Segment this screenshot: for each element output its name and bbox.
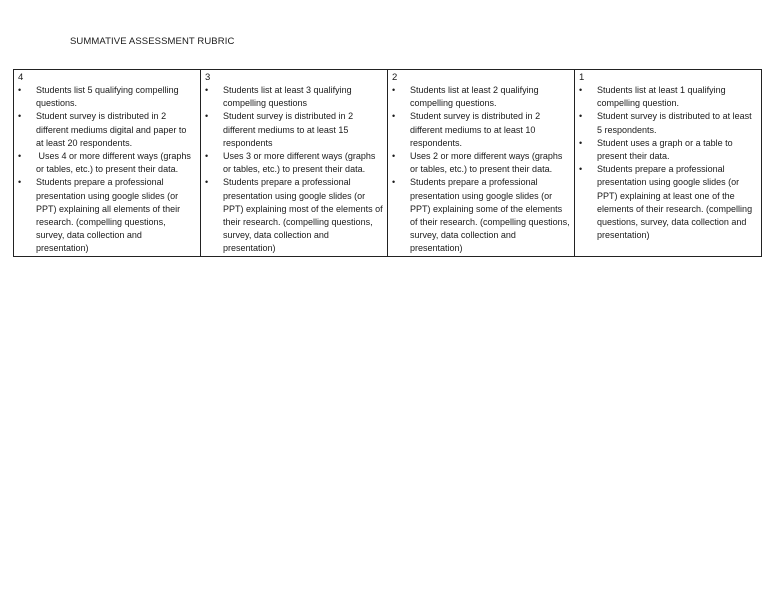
criterion-item [201,110,387,150]
criteria-list [14,84,200,256]
criterion-item [575,110,761,136]
criterion-item [388,84,574,110]
bullet-icon: • [18,151,22,162]
criteria-list [575,84,761,242]
rubric-column-score-1 [575,70,762,257]
score-label: 2 [392,72,398,83]
bullet-icon: • [205,177,209,188]
rubric-column-score-4 [14,70,201,257]
criterion-text: Uses 2 or more different ways (graphs or tables, etc.) to present their data. [410,151,563,175]
bullet-icon: • [392,177,396,188]
criterion-text: Student survey is distributed in 2 different mediums to at least 10 respondents. [410,111,541,148]
bullet-icon: • [205,151,209,162]
criteria-list [201,84,387,256]
bullet-icon: • [579,164,583,175]
criterion-item [14,110,200,150]
criterion-text: Students list at least 3 qualifying compelling questions [223,85,352,109]
criterion-text: Students list at least 2 qualifying compelling questions. [410,85,539,109]
criterion-text: Students list 5 qualifying compelling questions. [36,85,179,109]
bullet-icon: • [392,151,396,162]
criterion-text: Students prepare a professional presentation using google slides (or PPT) explaining some of the elements of their research. (compelling questions, survey, data collection and presentation) [410,177,570,254]
criterion-text: Uses 3 or more different ways (graphs or tables, etc.) to present their data. [223,151,376,175]
page-title: SUMMATIVE ASSESSMENT RUBRIC [70,36,235,47]
criterion-text: Students prepare a professional presentation using google slides (or PPT) explaining at least one of the elements of their research. (compelling questions, survey, data collection and presentation) [597,164,753,241]
score-label: 3 [205,72,211,83]
criterion-text: Student uses a graph or a table to present their data. [597,137,733,162]
criteria-list [388,84,574,256]
bullet-icon: • [18,111,22,122]
criterion-item [14,176,200,255]
rubric-column-score-2 [388,70,575,257]
bullet-icon: • [392,85,396,95]
criterion-text: Students list at least 1 qualifying compelling question. [597,85,726,109]
criterion-item [14,150,200,176]
criterion-text: Uses 4 or more different ways (graphs or tables, etc.) to present their data. [36,151,194,175]
score-label: 1 [579,72,585,83]
criterion-text: Students prepare a professional presentation using google slides (or PPT) explaining most of the elements of their research. (compelling questions, survey, data collection and presentation) [223,177,383,254]
criterion-item [388,110,574,150]
criterion-item [201,176,387,255]
criterion-item [388,176,574,255]
rubric-row [14,70,762,257]
criterion-text: Student survey is distributed in 2 different mediums to at least 15 respondents [223,111,354,148]
criterion-item [201,84,387,110]
criterion-item [201,150,387,176]
bullet-icon: • [579,85,583,95]
criterion-item [575,163,761,242]
score-label: 4 [18,72,24,83]
bullet-icon: • [18,85,22,95]
rubric-table [13,69,762,257]
criterion-text: Students prepare a professional presentation using google slides (or PPT) explaining all elements of their research. (compelling questions, survey, data collection and presentation) [36,177,181,254]
bullet-icon: • [205,85,209,95]
criterion-text: Student survey is distributed to at least 5 respondents. [597,111,752,135]
criterion-item [575,137,761,163]
criterion-item [388,150,574,176]
criterion-item [575,84,761,110]
bullet-icon: • [579,111,583,122]
rubric-column-score-3 [201,70,388,257]
bullet-icon: • [205,111,209,122]
bullet-icon: • [392,111,396,122]
criterion-item [14,84,200,110]
bullet-icon: • [579,137,583,148]
bullet-icon: • [18,177,22,188]
criterion-text: Student survey is distributed in 2 different mediums digital and paper to at least 20 respondents. [36,111,187,148]
